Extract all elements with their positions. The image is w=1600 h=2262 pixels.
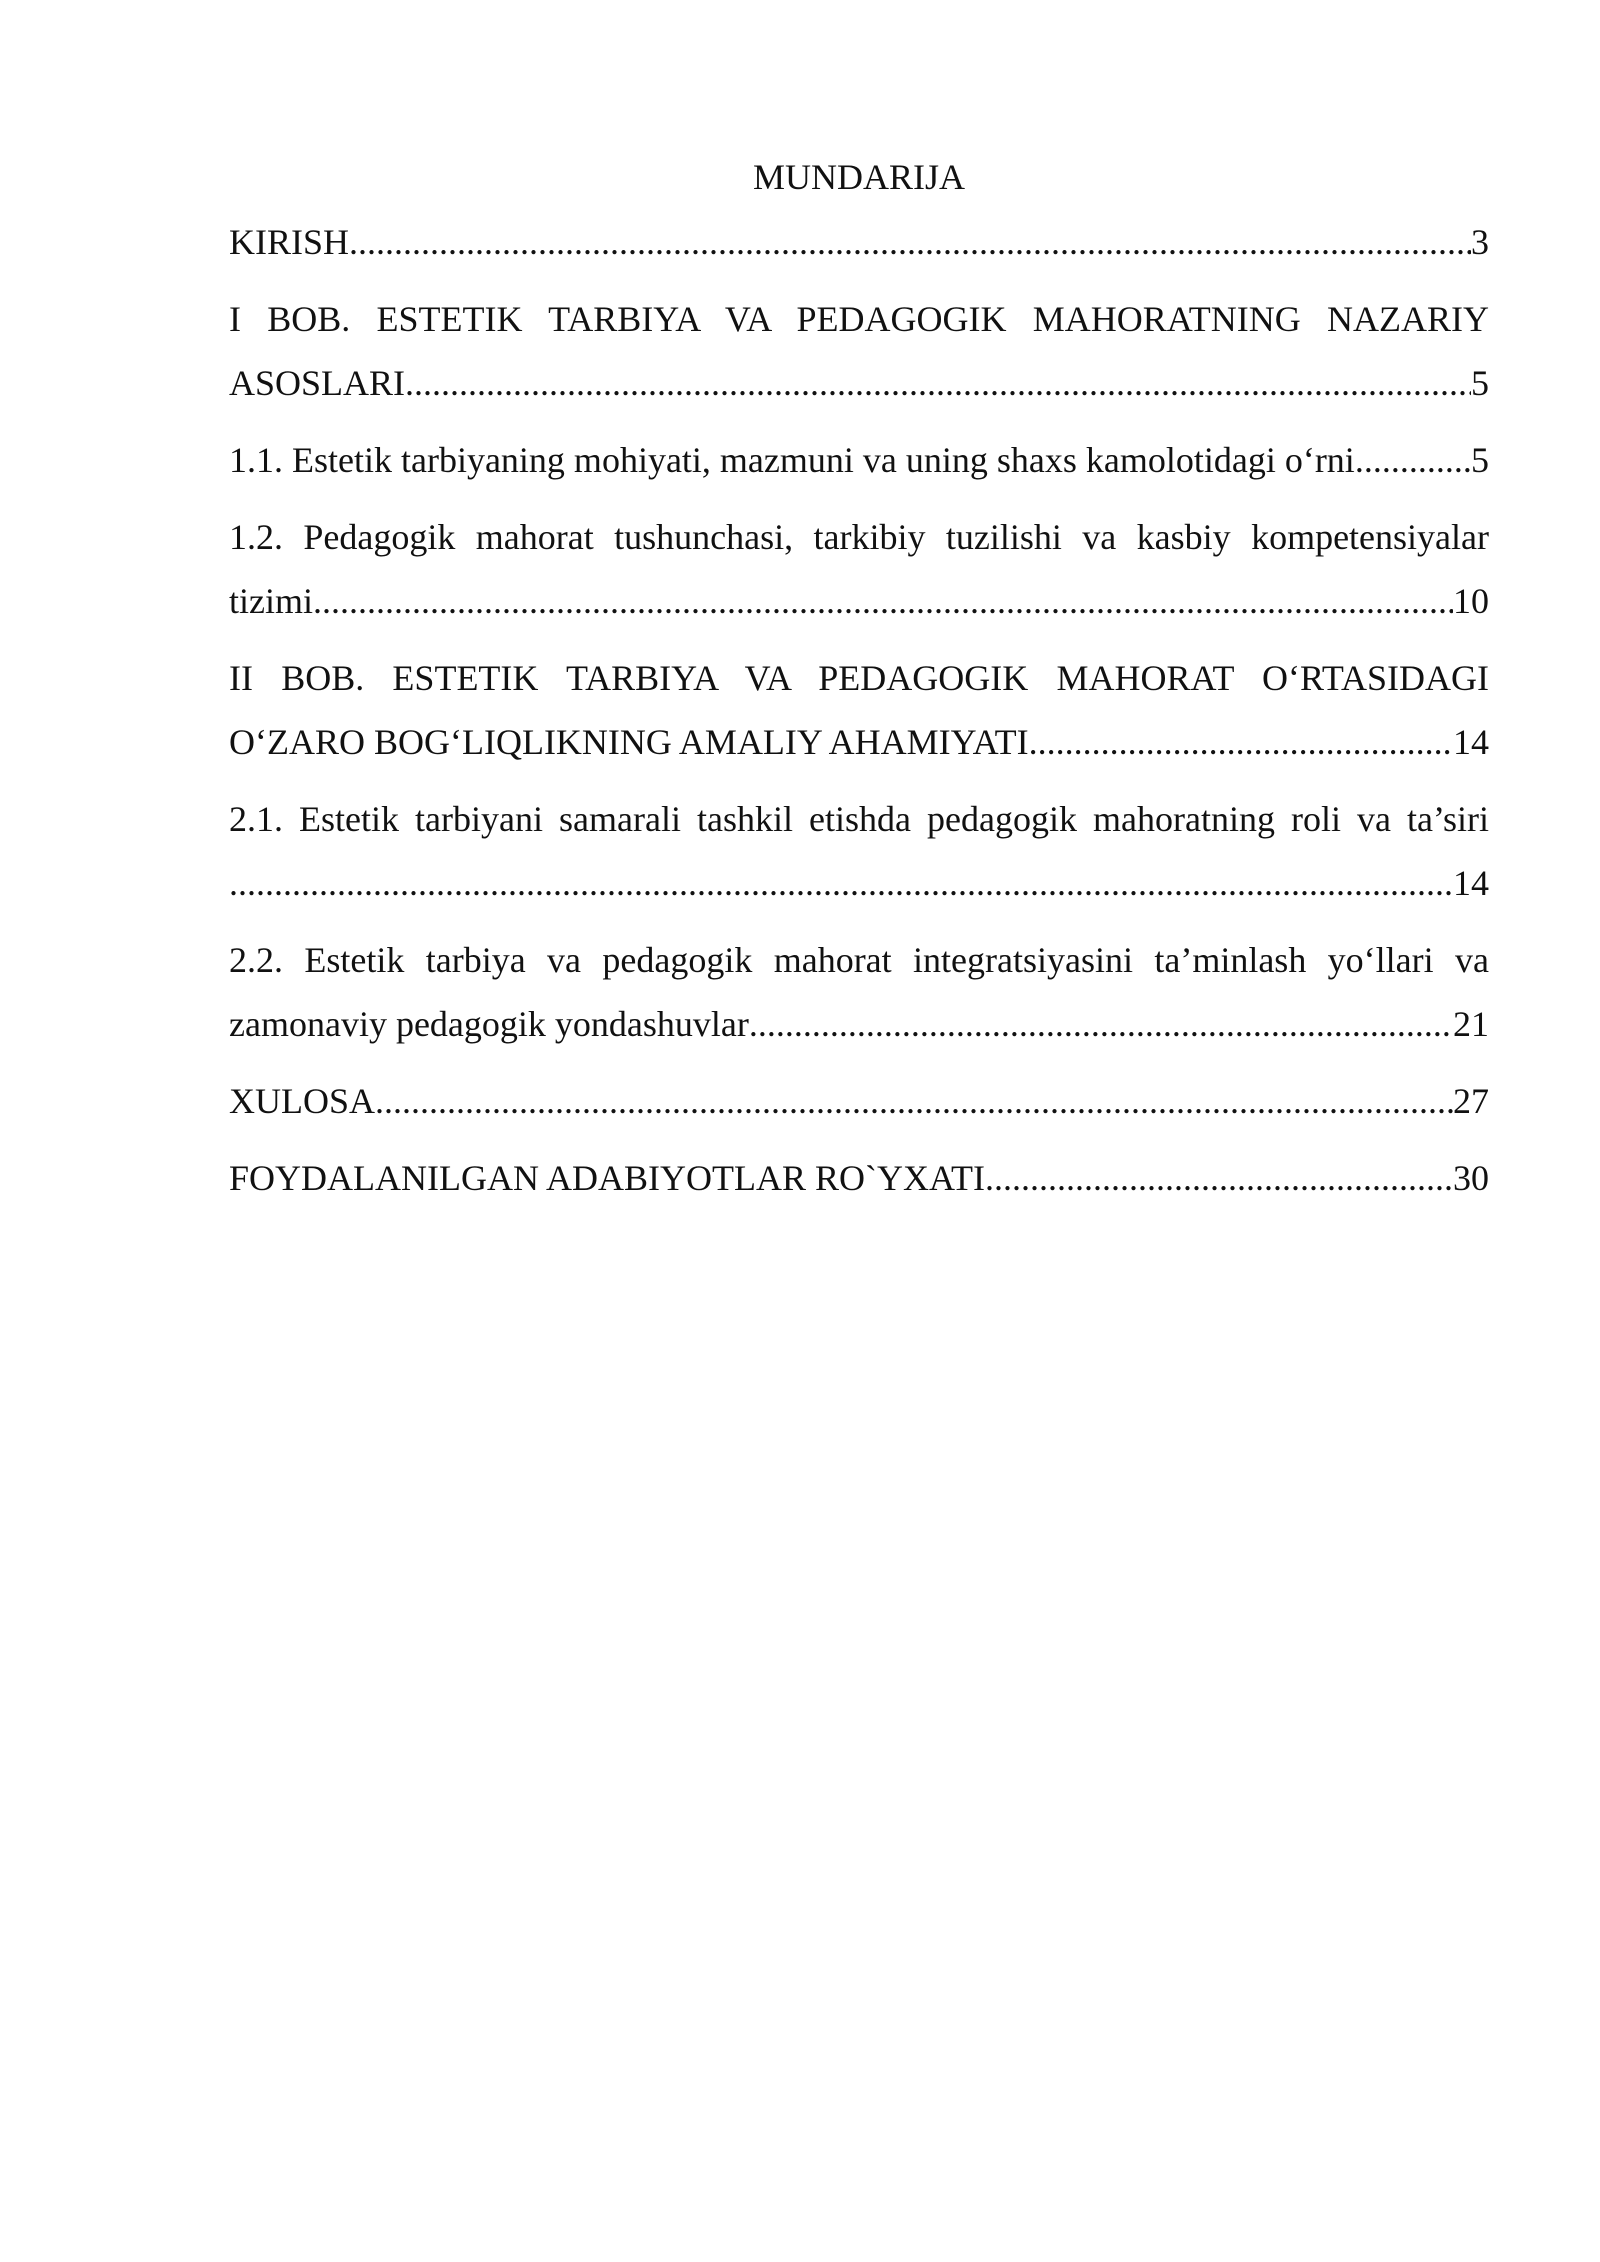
dot-leader bbox=[1029, 710, 1453, 774]
toc-entry-line bbox=[229, 569, 1489, 633]
toc-page-number: 14 bbox=[1453, 722, 1489, 762]
toc-entry-text-line: II BOB. ESTETIK TARBIYA VA PEDAGOGIK MAHORAT O‘RTASIDAGI bbox=[229, 658, 1489, 698]
dot-leader bbox=[1355, 428, 1471, 492]
toc-entry-section-2-1 bbox=[229, 787, 1489, 915]
toc-entry-line bbox=[229, 428, 1489, 492]
toc-entry-line bbox=[229, 210, 1489, 274]
toc-entry-kirish bbox=[229, 210, 1489, 274]
toc-page-number: 27 bbox=[1453, 1081, 1489, 1121]
toc-title: MUNDARIJA bbox=[752, 157, 965, 197]
toc-entry-section-1-2 bbox=[229, 505, 1489, 633]
toc-entry-xulosa bbox=[229, 1069, 1489, 1133]
dot-leader bbox=[229, 851, 1453, 915]
dot-leader bbox=[375, 1069, 1453, 1133]
toc-entry-text: tizimi bbox=[229, 581, 313, 621]
toc-entry-text-line: 2.1. Estetik tarbiyani samarali tashkil etishda pedagogik mahoratning roli va ta’siri bbox=[229, 799, 1489, 839]
toc-entry-text: 1.1. Estetik tarbiyaning mohiyati, mazmuni va uning shaxs kamolotidagi o‘rni bbox=[229, 440, 1355, 480]
toc-entry-text: KIRISH bbox=[229, 222, 350, 262]
dot-leader bbox=[749, 992, 1453, 1056]
toc-entry-line bbox=[229, 1069, 1489, 1133]
dot-leader bbox=[349, 210, 1471, 274]
toc-entry-text-line: 2.2. Estetik tarbiya va pedagogik mahorat integratsiyasini ta’minlash yo‘llari va bbox=[229, 940, 1489, 980]
toc-entry-references bbox=[229, 1146, 1489, 1210]
toc-page-number: 5 bbox=[1471, 363, 1489, 403]
table-of-contents bbox=[229, 150, 1489, 1223]
toc-entry-line bbox=[229, 992, 1489, 1056]
dot-leader bbox=[405, 351, 1471, 415]
toc-entry-chapter-2 bbox=[229, 646, 1489, 774]
toc-entry-text: ASOSLARI bbox=[229, 363, 406, 403]
toc-entry-text-line: I BOB. ESTETIK TARBIYA VA PEDAGOGIK MAHORATNING NAZARIY bbox=[229, 299, 1489, 339]
toc-entry-line bbox=[229, 851, 1489, 915]
toc-page-number: 30 bbox=[1453, 1158, 1489, 1198]
dot-leader bbox=[985, 1146, 1453, 1210]
toc-page-number: 5 bbox=[1471, 440, 1489, 480]
toc-page-number: 10 bbox=[1453, 581, 1489, 621]
toc-entry-chapter-1 bbox=[229, 287, 1489, 415]
toc-entry-text: FOYDALANILGAN ADABIYOTLAR RO`YXATI bbox=[229, 1158, 985, 1198]
toc-entry-text: O‘ZARO BOG‘LIQLIKNING AMALIY AHAMIYATI bbox=[229, 722, 1029, 762]
toc-entry-text-line: 1.2. Pedagogik mahorat tushunchasi, tarkibiy tuzilishi va kasbiy kompetensiyalar bbox=[229, 517, 1489, 557]
toc-entry-line bbox=[229, 1146, 1489, 1210]
toc-entry-section-1-1 bbox=[229, 428, 1489, 492]
toc-entry-section-2-2 bbox=[229, 928, 1489, 1056]
toc-entry-text: XULOSA bbox=[229, 1081, 376, 1121]
toc-entry-line bbox=[229, 710, 1489, 774]
toc-entry-text: zamonaviy pedagogik yondashuvlar bbox=[229, 1004, 749, 1044]
toc-entry-line bbox=[229, 351, 1489, 415]
dot-leader bbox=[313, 569, 1453, 633]
toc-page-number: 3 bbox=[1471, 222, 1489, 262]
toc-page-number: 14 bbox=[1453, 863, 1489, 903]
toc-page-number: 21 bbox=[1453, 1004, 1489, 1044]
